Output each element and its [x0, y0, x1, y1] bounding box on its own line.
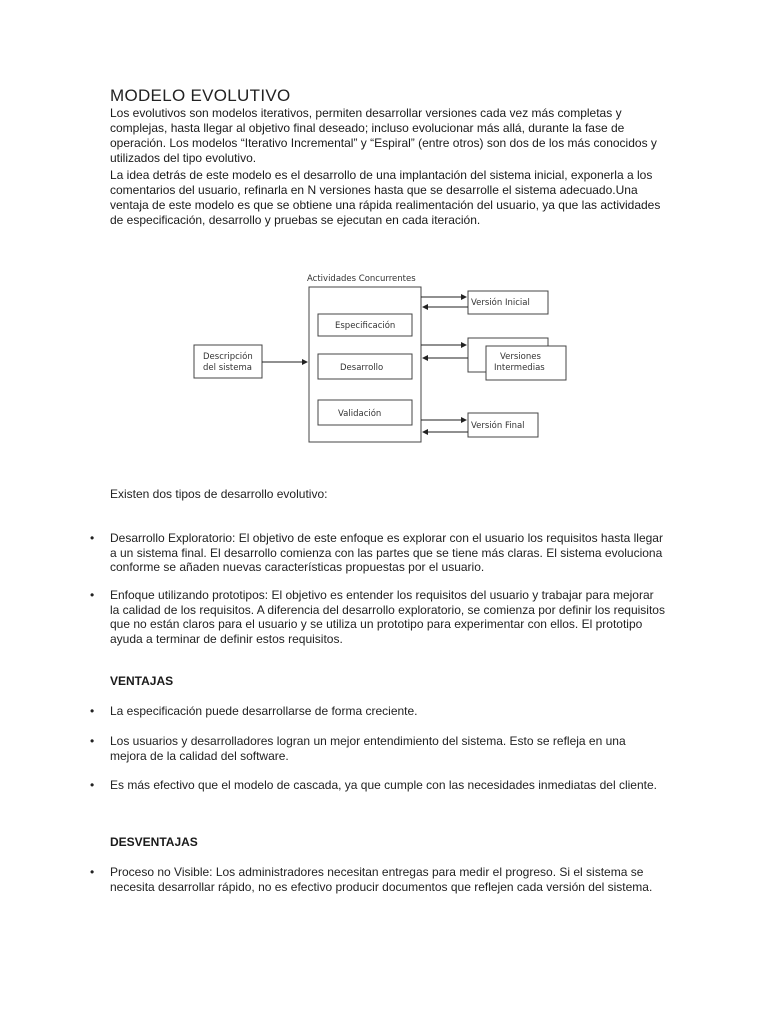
bullet-dot: •	[90, 778, 95, 792]
initial-version-label: Versión Inicial	[471, 298, 530, 308]
final-version-label: Versión Final	[471, 421, 525, 431]
advantages-heading: VENTAJAS	[110, 674, 174, 688]
system-description-line2: del sistema	[203, 363, 252, 373]
bullet-dot: •	[90, 865, 95, 879]
evolutionary-model-diagram	[190, 270, 580, 450]
intermediate-version-line2: Intermedias	[494, 363, 545, 373]
intermediate-version-line1: Versiones	[500, 352, 541, 362]
type-exploratory: Desarrollo Exploratorio: El objetivo de este enfoque es explorar con el usuario los requisitos hasta llegar a un sistema final. El desarrollo comienza con las partes que se tiene más claras. El sistema evoluciona conforme se añaden nuevas características propuestas por el usuario.	[110, 531, 663, 574]
type-prototypes: Enfoque utilizando prototipos: El objetivo es entender los requisitos del usuario y trabajar para mejorar la calidad de los requisitos. A diferencia del desarrollo exploratorio, se comienza por definir los requisitos que no están claros para el usuario y se utiliza un prototipo para experimentar con ellos. El prototipo ayuda a terminar de definir estos requisitos.	[110, 588, 665, 646]
bullet-dot: •	[90, 704, 95, 718]
diagram-container-label: Actividades Concurrentes	[307, 274, 416, 284]
advantage-item: Los usuarios y desarrolladores logran un mejor entendimiento del sistema. Esto se refleja en una mejora de la calidad del software.	[110, 734, 626, 763]
system-description-line1: Descripción	[203, 352, 253, 362]
paragraph-intro: Los evolutivos son modelos iterativos, permiten desarrollar versiones cada vez más completas y complejas, hasta llegar al objetivo final deseado; incluso evolucionar más allá, durante la fase de operación. Los modelos “Iterativo Incremental” y “Espiral” (entre otros) son dos de los más conocidos y utilizados del tipo evolutivo.	[110, 106, 657, 165]
activity-validation-label: Validación	[338, 409, 382, 419]
advantage-item: La especificación puede desarrollarse de forma creciente.	[110, 704, 418, 718]
activity-specification-label: Especificación	[335, 321, 396, 331]
activity-development-label: Desarrollo	[340, 363, 384, 373]
types-intro: Existen dos tipos de desarrollo evolutivo:	[110, 487, 328, 501]
paragraph-idea: La idea detrás de este modelo es el desarrollo de una implantación del sistema inicial, exponerla a los comentarios del usuario, refinarla en N versiones hasta que se desarrolle el sistema adecuado.Una ventaja de este modelo es que se obtiene una rápida realimentación del usuario, ya que las actividades de especificación, desarrollo y pruebas se ejecutan en cada iteración.	[110, 168, 661, 227]
disadvantage-item: Proceso no Visible: Los administradores necesitan entregas para medir el progreso. Si el sistema se necesita desarrollar rápido, no es efectivo producir documentos que reflejen cada versión del sistema.	[110, 865, 653, 894]
advantage-item: Es más efectivo que el modelo de cascada, ya que cumple con las necesidades inmediatas del cliente.	[110, 778, 657, 792]
bullet-dot: •	[90, 531, 95, 545]
bullet-dot: •	[90, 588, 95, 602]
page-title: MODELO EVOLUTIVO	[110, 86, 291, 105]
disadvantages-heading: DESVENTAJAS	[110, 835, 198, 849]
bullet-dot: •	[90, 734, 95, 748]
